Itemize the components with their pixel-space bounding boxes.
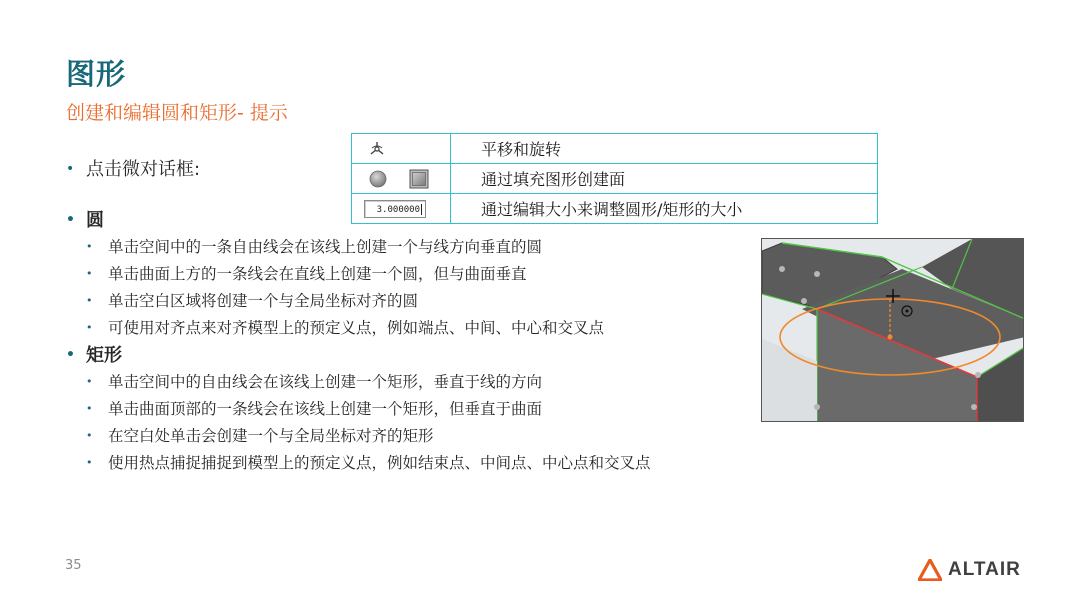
list-item: • 单击曲面上方的一条线会在直线上创建一个圆，但与曲面垂直 [86,265,527,283]
page-number: 35 [65,558,82,573]
list-item: • 使用热点捕捉捕捉到模型上的预定义点，例如结束点、中间点、中心点和交叉点 [86,454,651,472]
model-screenshot [761,238,1024,422]
list-item: • 单击空间中的一条自由线会在该线上创建一个与线方向垂直的圆 [86,238,543,256]
table-cell-text: 通过编辑大小来调整圆形/矩形的大小 [451,194,878,224]
list-item: • 在空白处单击会创建一个与全局坐标对齐的矩形 [86,427,434,445]
size-input-field[interactable]: 3.000000 [364,200,426,218]
table-row [352,194,878,224]
slide-subtitle: 创建和编辑圆和矩形- 提示 [66,102,288,124]
bullet-dot: • [66,347,75,363]
table-cell-text: 平移和旋转 [451,134,878,164]
table-row [352,164,878,194]
list-item: • 可使用对齐点来对齐模型上的预定义点，例如端点、中间、中心和交叉点 [86,319,605,337]
fill-rectangle-icon[interactable] [408,168,430,190]
move-rotate-icon[interactable] [368,140,386,158]
table-cell-text: 通过填充图形创建面 [451,164,878,194]
list-item: • 单击空间中的自由线会在该线上创建一个矩形，垂直于线的方向 [86,373,543,391]
bullet-dot: • [66,161,75,177]
bullet-rectangle-heading: • 矩形 [66,345,122,366]
bullet-circle-heading: • 圆 [66,210,104,231]
slide-title: 图形 [66,57,127,91]
altair-logo-icon [918,559,942,581]
list-item: • 单击空白区域将创建一个与全局坐标对齐的圆 [86,292,419,310]
table-row [352,134,878,164]
logo-text: ALTAIR [948,559,1021,580]
bullet-dot: • [66,212,75,228]
cad-viewport-image [762,239,1024,422]
bullet-microdialog: • 点击微对话框: [66,159,201,180]
list-item: • 单击曲面顶部的一条线会在该线上创建一个矩形，但垂直于曲面 [86,400,543,418]
tips-table [351,133,878,224]
altair-logo [918,559,1021,581]
fill-circle-icon[interactable] [368,169,388,189]
